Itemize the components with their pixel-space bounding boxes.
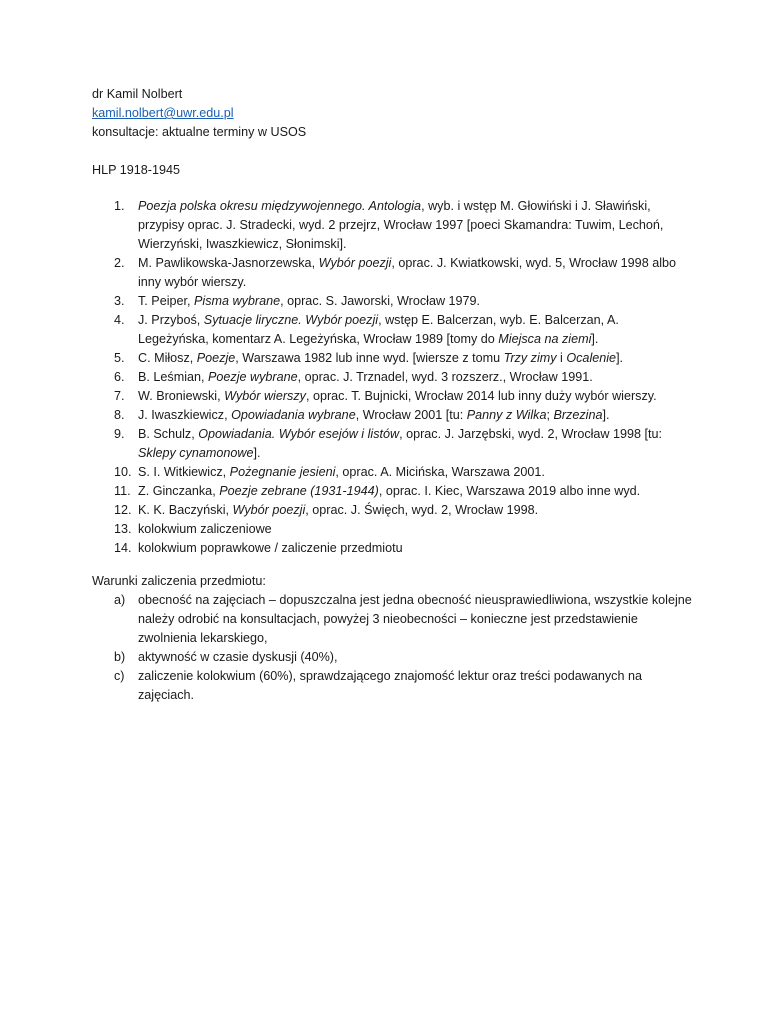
reading-item [92,501,692,520]
reading-item [92,425,692,463]
reading-text: kolokwium poprawkowe / zaliczenie przedmiotu [138,541,403,555]
reading-text: , oprac. T. Bujnicki, Wrocław 2014 lub inny duży wybór wierszy. [305,389,657,403]
reading-text: Z. Ginczanka, [138,484,220,498]
reading-item [92,254,692,292]
author-email-link[interactable]: kamil.nolbert@uwr.edu.pl [92,106,234,120]
reading-item [92,368,692,387]
reading-title: Opowiadania wybrane [231,408,356,422]
requirements-list [92,591,692,705]
readings-list [92,197,692,558]
reading-text: , oprac. J. Jarzębski, wyd. 2, Wrocław 1998 [tu: [399,427,663,441]
reading-title: Opowiadania. Wybór esejów i listów [198,427,400,441]
reading-number: 9. [114,427,125,441]
reading-number: 1. [114,199,125,213]
reading-text: , wyb. i wstęp M. Głowiński i J. Sławiński, przypisy oprac. J. Stradecki, wyd. 2 przejrz, Wrocław 1997 [poeci Skamandra: Tuwim, Lechoń, Wierzyński, Iwaszkiewicz, Słonimski]. [138,199,664,251]
reading-item [92,482,692,501]
requirement-item [92,667,692,705]
reading-text: , wstęp E. Balcerzan, wyb. E. Balcerzan, A. Legeżyńska, komentarz A. Legeżyńska, Wrocław 1989 [tomy do [138,313,619,346]
requirement-text: aktywność w czasie dyskusji (40%), [138,650,338,664]
reading-number: 8. [114,408,125,422]
reading-item [92,387,692,406]
requirements-title: Warunki zaliczenia przedmiotu: [92,574,266,588]
reading-text: , oprac. J. Kwiatkowski, wyd. 5, Wrocław 1998 albo inny wybór wierszy. [138,256,677,289]
reading-title: Sytuacje liryczne. Wybór poezji [203,313,379,327]
reading-text: , Warszawa 1982 lub inne wyd. [wiersze z tomu [235,351,504,365]
reading-title: Wybór wierszy [224,389,306,403]
reading-text: B. Leśmian, [138,370,208,384]
reading-title: Poezje [196,351,236,365]
reading-item [92,349,692,368]
reading-title: Pisma wybrane [194,294,281,308]
reading-item [92,463,692,482]
reading-item [92,539,692,558]
requirement-item [92,591,692,648]
reading-number: 12. [114,503,132,517]
reading-item [92,406,692,425]
reading-text: , oprac. J. Trznadel, wyd. 3 rozszerz., Wrocław 1991. [297,370,593,384]
reading-title: Ocalenie [566,351,617,365]
reading-number: 5. [114,351,125,365]
reading-title: Brzezina [553,408,603,422]
reading-item [92,311,692,349]
reading-text: , oprac. J. Święch, wyd. 2, Wrocław 1998. [305,503,539,517]
reading-text: J. Przyboś, [138,313,204,327]
reading-text: W. Broniewski, [138,389,225,403]
reading-text: ]. [591,332,599,346]
reading-number: 4. [114,313,125,327]
reading-text: ]. [616,351,624,365]
reading-title: Miejsca na ziemi [498,332,592,346]
reading-text: , oprac. A. Micińska, Warszawa 2001. [335,465,545,479]
reading-number: 13. [114,522,132,536]
reading-title: Poezje wybrane [208,370,298,384]
author-header [92,85,692,142]
reading-text: S. I. Witkiewicz, [138,465,230,479]
reading-number: 2. [114,256,125,270]
reading-item [92,292,692,311]
reading-number: 3. [114,294,125,308]
reading-text: T. Peiper, [138,294,195,308]
reading-text: B. Schulz, [138,427,199,441]
requirement-letter: b) [114,650,126,664]
reading-text: ]. [602,408,610,422]
reading-number: 11. [114,484,131,498]
requirement-text: zaliczenie kolokwium (60%), sprawdzającego znajomość lektur oraz treści podawanych na zajęciach. [138,669,642,702]
reading-title: Wybór poezji [318,256,392,270]
reading-text: i [556,351,567,365]
reading-title: Panny z Wilka [466,408,547,422]
reading-text: C. Miłosz, [138,351,197,365]
reading-title: Sklepy cynamonowe [138,446,254,460]
reading-number: 10. [114,465,132,479]
reading-text: ]. [253,446,261,460]
reading-text: M. Pawlikowska-Jasnorzewska, [138,256,319,270]
author-name: dr Kamil Nolbert [92,87,183,101]
reading-text: K. K. Baczyński, [138,503,233,517]
reading-text: , oprac. I. Kiec, Warszawa 2019 albo inne wyd. [378,484,641,498]
reading-text: kolokwium zaliczeniowe [138,522,272,536]
reading-text: , Wrocław 2001 [tu: [355,408,467,422]
reading-number: 7. [114,389,125,403]
requirement-text: obecność na zajęciach – dopuszczalna jest jedna obecność nieusprawiedliwiona, wszystkie kolejne należy odrobić na konsultacjach, powyżej 3 nieobecności – konieczne jest przedstawienie zwolnienia lekarskiego, [138,593,692,645]
reading-text: ; [546,408,554,422]
course-code: HLP 1918-1945 [92,163,180,177]
reading-title: Poezje zebrane (1931-1944) [219,484,379,498]
reading-text: , oprac. S. Jaworski, Wrocław 1979. [280,294,481,308]
reading-title: Trzy zimy [503,351,557,365]
reading-item [92,197,692,254]
requirement-item [92,648,692,667]
reading-text: J. Iwaszkiewicz, [138,408,232,422]
reading-number: 14. [114,541,132,555]
requirement-letter: a) [114,593,126,607]
reading-item [92,520,692,539]
reading-title: Wybór poezji [232,503,306,517]
requirement-letter: c) [114,669,125,683]
reading-title: Pożegnanie jesieni [229,465,336,479]
consultation-info: konsultacje: aktualne terminy w USOS [92,125,307,139]
reading-title: Poezja polska okresu międzywojennego. Antologia [138,199,422,213]
reading-number: 6. [114,370,125,384]
